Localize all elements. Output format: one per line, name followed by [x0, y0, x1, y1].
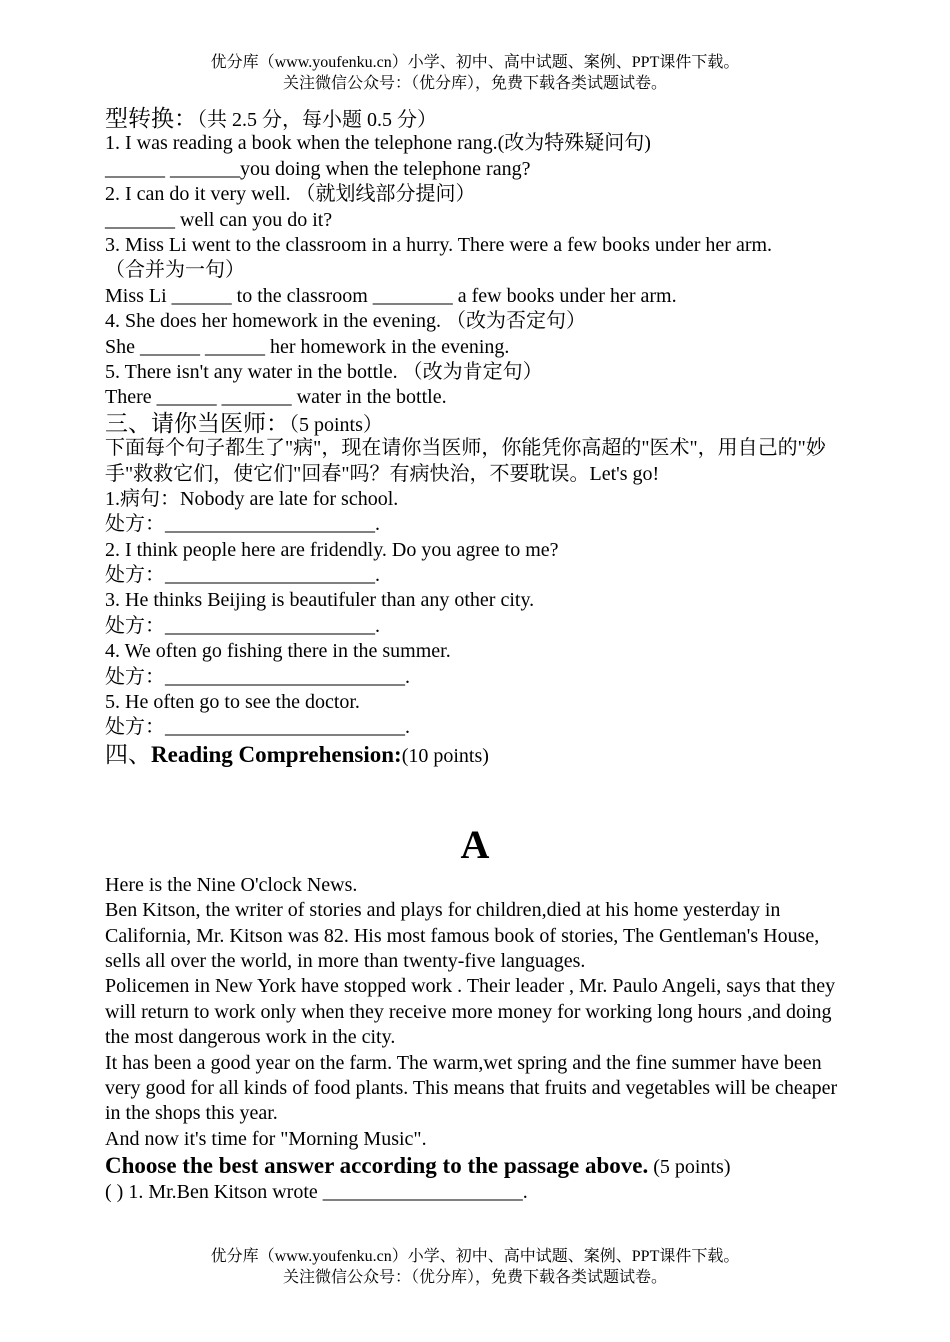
section3-points: （5 points） — [289, 413, 383, 436]
s3-question-4: 4. We often go fishing there in the summer. — [105, 640, 451, 663]
s3-answer-2: 处方：_____________________. — [105, 564, 380, 587]
s2-answer-2: _______ well can you do it? — [105, 208, 333, 231]
section4-prefix: 四、 — [105, 741, 151, 767]
passage-paragraph-2: Ben Kitson, the writer of stories and plays for children,died at his home yesterday in California, Mr. Kitson was 82. His most famous book of stories, The Gentleman's House, sells all over the world, in more than twenty-five languages. — [105, 899, 820, 973]
s2-answer-4: She ______ ______ her homework in the evening. — [105, 335, 510, 358]
choose-heading — [105, 1152, 845, 1180]
passage-paragraph-1: Here is the Nine O'clock News. — [105, 873, 358, 896]
choose-points: (5 points) — [648, 1156, 731, 1179]
s3-answer-5: 处方：________________________. — [105, 716, 410, 739]
passage-label: A — [460, 821, 490, 867]
s3-question-1: 1.病句：Nobody are late for school. — [105, 487, 399, 510]
passage-paragraph-3: Policemen in New York have stopped work . Their leader , Mr. Paulo Angeli, says that they will return to work only when they receive more money for working long hours ,and doing the most dangerous work in the city. — [105, 975, 836, 1049]
s2-question-2: 2. I can do it very well. （就划线部分提问） — [105, 183, 476, 206]
section4-points: (10 points) — [401, 744, 489, 767]
s3-answer-4: 处方：________________________. — [105, 665, 410, 688]
section3-title: 三、请你当医师： — [105, 410, 289, 436]
s2-answer-3: Miss Li ______ to the classroom ________ a few books under her arm. — [105, 284, 677, 307]
s2-question-3: 3. Miss Li went to the classroom in a hurry. There were a few books under her arm. — [105, 233, 773, 256]
section4-heading — [105, 741, 845, 769]
section3-heading — [105, 411, 845, 436]
s2-question-5: 5. There isn't any water in the bottle. （改为肯定句） — [105, 360, 543, 383]
passage-paragraph-4: It has been a good year on the farm. The warm,wet spring and the fine summer have been very good for all kinds of food plants. This means that fruits and vegetables will be cheaper in the shops this year. — [105, 1051, 838, 1125]
section2-title: 型转换： — [105, 106, 197, 131]
document-body — [105, 106, 845, 1206]
s3-question-5: 5. He often go to see the doctor. — [105, 691, 360, 714]
s3-answer-3: 处方：_____________________. — [105, 614, 380, 637]
choose-title: Choose the best answer according to the passage above. — [105, 1153, 649, 1179]
s2-question-1: 1. I was reading a book when the telephone rang.(改为特殊疑问句) — [105, 132, 651, 155]
header-line-2: 关注微信公众号：（优分库），免费下载各类试题试卷。 — [282, 75, 667, 92]
s2-answer-5: There ______ _______ water in the bottle. — [105, 386, 447, 409]
footer-line-1: 优分库（www.youfenku.cn）小学、初中、高中试题、案例、PPT课件下载。 — [210, 1248, 740, 1265]
s3-question-3: 3. He thinks Beijing is beautifuler than any other city. — [105, 589, 535, 612]
page-footer — [0, 1246, 950, 1288]
spacer — [105, 769, 845, 817]
section2-heading — [105, 106, 845, 131]
s2-question-3-note: （合并为一句） — [105, 259, 245, 282]
footer-line-2: 关注微信公众号：（优分库），免费下载各类试题试卷。 — [282, 1269, 667, 1286]
passage-paragraph-5: And now it's time for "Morning Music". — [105, 1127, 427, 1150]
s3-question-2: 2. I think people here are fridendly. Do you agree to me? — [105, 538, 559, 561]
s3-answer-1: 处方：_____________________. — [105, 513, 380, 536]
choice-question-1: ( ) 1. Mr.Ben Kitson wrote ____________________. — [105, 1181, 528, 1204]
section2-note: （共 2.5 分，每小题 0.5 分） — [197, 109, 437, 131]
section3-intro: 下面每个句子都生了"病"，现在请你当医师，你能凭你高超的"医术"，用自己的"妙手"救救它们，使它们"回春"吗？有病快治，不要耽误。Let's go! — [105, 437, 826, 485]
header-line-1: 优分库（www.youfenku.cn）小学、初中、高中试题、案例、PPT课件下载。 — [210, 54, 740, 71]
s2-answer-1: ______ _______you doing when the telephone rang? — [105, 157, 531, 180]
page-header — [0, 52, 950, 94]
s2-question-4: 4. She does her homework in the evening. （改为否定句） — [105, 310, 587, 333]
section4-title: Reading Comprehension: — [151, 741, 402, 767]
